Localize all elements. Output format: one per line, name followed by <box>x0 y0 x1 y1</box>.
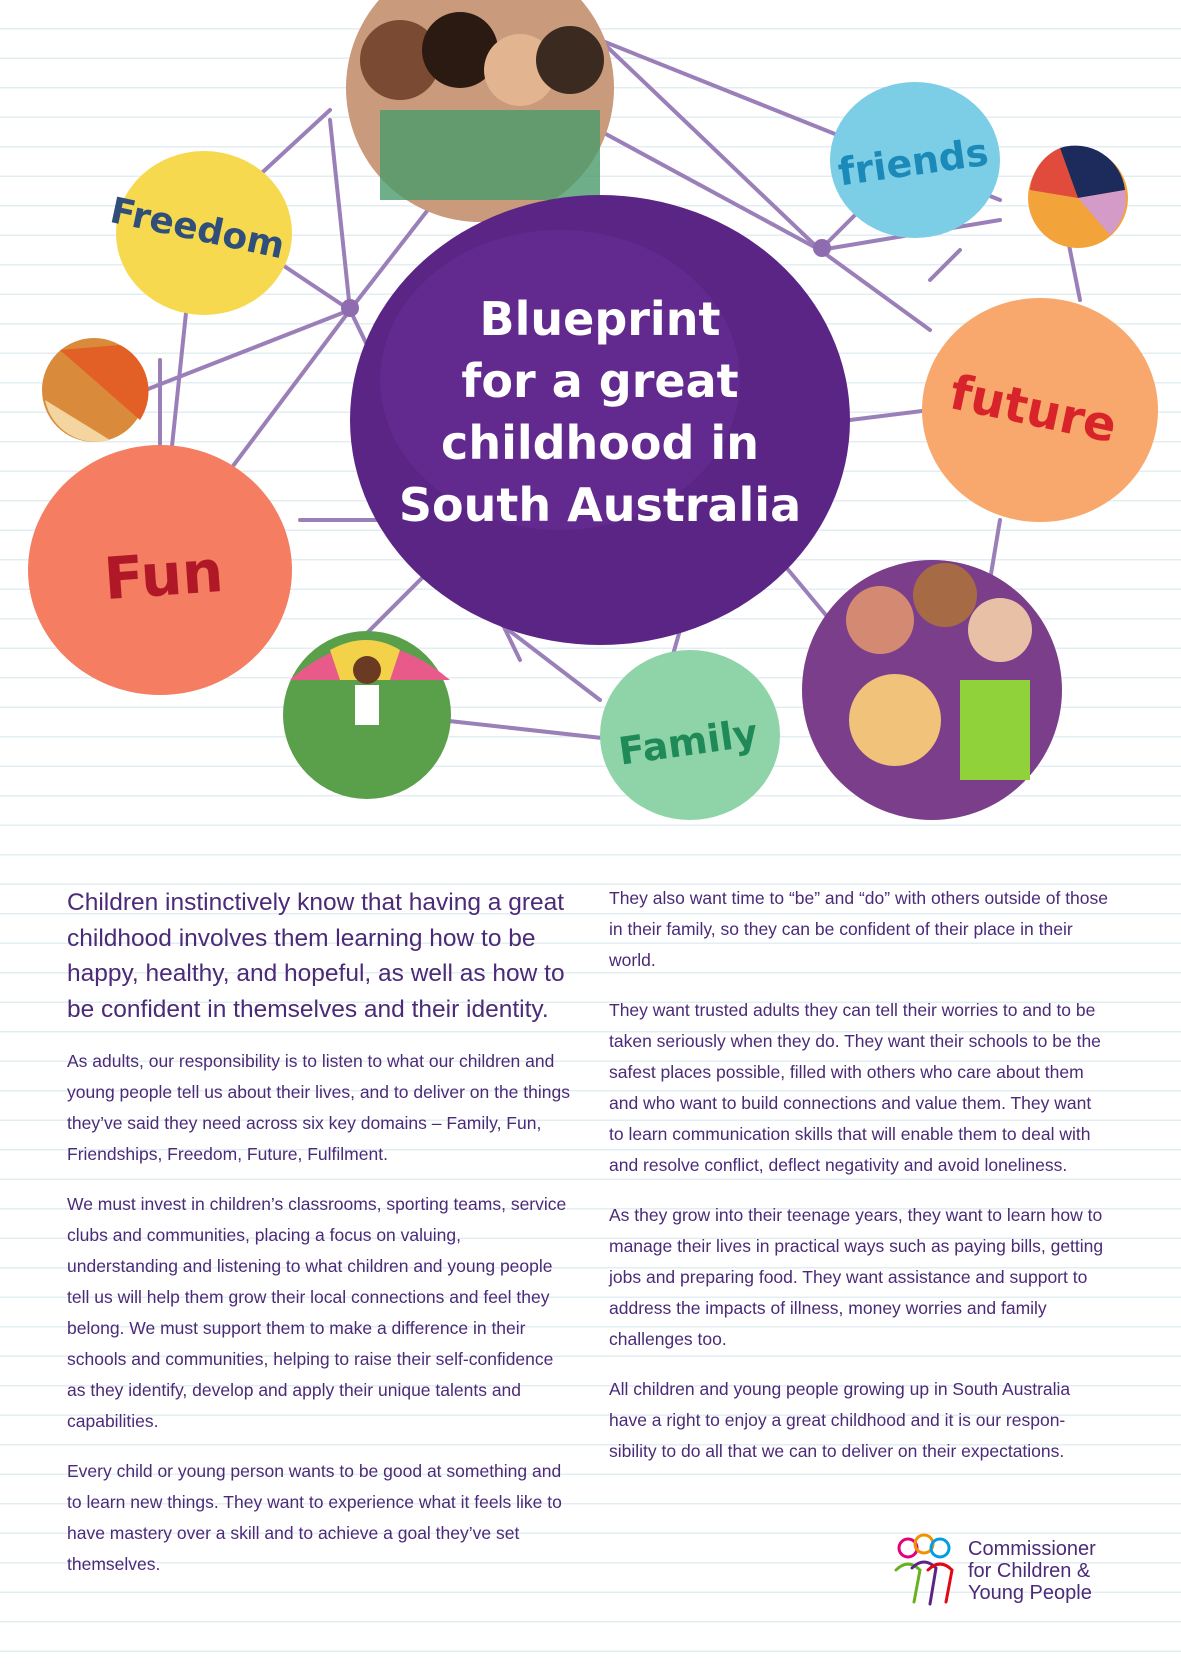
body-paragraph: They also want time to “be” and “do” with others outside of those in their family, so they can be confident of their place in their world. <box>609 888 1109 970</box>
bubble-fun <box>28 445 292 695</box>
logo-line-3: Young People <box>968 1582 1092 1604</box>
photo-children-playing <box>283 631 451 799</box>
photo-group-of-children <box>346 0 614 222</box>
body-paragraph: They want trusted adults they can tell their worries to and to be taken seriously when they do. They want their schools to be the safest places possible, filled with others who care about them and who want to build connections and value them. They want to learn communication skills that will enable them to deal with and resolve conflict, deflect negativity and avoid loneliness. <box>609 1000 1101 1175</box>
right-column <box>609 883 1109 1486</box>
word-freedom: Freedom <box>106 190 289 268</box>
photo-group-of-teenagers <box>802 560 1062 820</box>
body-paragraph: Every child or young person wants to be good at something and to learn new things. They want to experience what it feels like to have mastery over a skill and to achieve a goal they’ve set themselves. <box>67 1461 562 1574</box>
lead-paragraph: Children instinctively know that having a great childhood involves them learning how to be happy, healthy, and hopeful, as well as how to be confident in themselves and their identity. <box>67 889 565 1023</box>
title-line-3: childhood in <box>441 416 759 470</box>
title-line-4: South Australia <box>398 478 802 532</box>
logo-figures-icon <box>886 1530 966 1610</box>
left-column <box>67 885 572 1599</box>
body-paragraph: As adults, our responsibility is to listen to what our children and young people tell us about their lives, and to deliver on the things they’ve said they need across six key domains – Family, Fun, Friendships, Freedom, Future, Fulfilment. <box>67 1051 570 1164</box>
body-paragraph: As they grow into their teenage years, they want to learn how to manage their lives in practical ways such as paying bills, getting jobs and preparing food. They want assistance and support to address the impacts of illness, money worries and family challenges too. <box>609 1205 1104 1349</box>
body-paragraph: We must invest in children’s classrooms, sporting teams, service clubs and communities, placing a focus on valuing, understanding and listening to what children and young people tell us will help them grow their local connections and feel they belong. We must support them to make a difference in their schools and communities, helping to raise their self-confidence as they identify, develop and apply their unique talents and capabilities. <box>67 1194 567 1431</box>
logo-line-2: for Children & <box>968 1560 1091 1582</box>
word-future: future <box>945 364 1122 455</box>
commissioner-logo <box>886 1530 1126 1610</box>
bubble-freedom <box>107 151 292 315</box>
bubble-future <box>922 298 1158 522</box>
decorative-texture-circle-left <box>42 338 149 442</box>
title-line-1: Blueprint <box>479 292 721 346</box>
bubble-family <box>600 650 780 820</box>
decorative-texture-circle-right <box>1028 146 1128 248</box>
title-line-2: for a great <box>461 354 739 408</box>
word-family: Family <box>615 710 761 774</box>
word-friends: friends <box>835 129 991 195</box>
bubble-friends <box>830 82 1000 238</box>
body-paragraph: All children and young people growing up in South Australia have a right to enjoy a great childhood and it is our respon-sibility to do all that we can to deliver on their expectations. <box>609 1379 1071 1461</box>
word-fun: Fun <box>101 536 226 614</box>
logo-line-1: Commissioner <box>968 1538 1096 1560</box>
title-blob <box>350 195 850 645</box>
